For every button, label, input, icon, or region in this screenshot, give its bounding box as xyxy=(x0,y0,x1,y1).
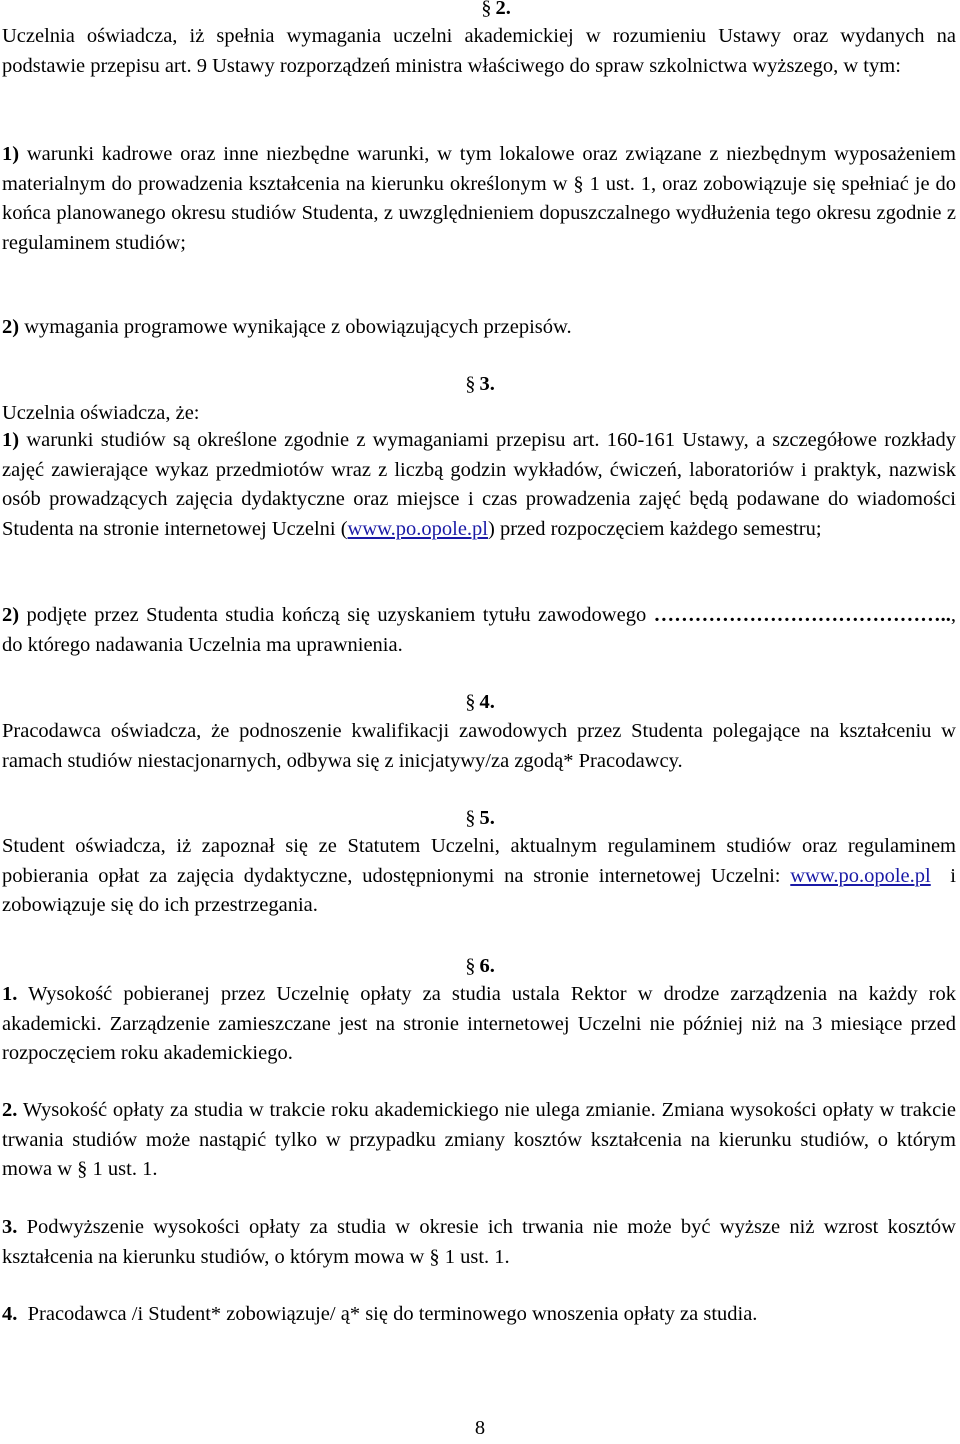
section-3-intro: Uczelnia oświadcza, że: xyxy=(2,402,200,424)
section-5-text: Student oświadcza, iż zapoznał się ze Statutem Uczelni, aktualnym regulaminem studiów oraz regulaminem pobierania opłat za zajęcia dydaktyczne, udostępnionymi na stronie internetowej Uczelni: www.po.opole.pl i zobowiązuje się do ich przestrzegania. xyxy=(2,835,956,917)
section-sign: § xyxy=(465,373,476,395)
section-heading-3: § 3. xyxy=(465,373,495,395)
section-6-paragraph-2: 2. Wysokość opłaty za studia w trakcie roku akademickiego nie ulega zmianie. Zmiana wysokości opłaty w trakcie trwania studiów może nastąpić tylko w przypadku zmiany kosztów kształcenia na kierunku studiów, o którym mowa w § 1 ust. 1. xyxy=(2,1099,956,1181)
section-6-paragraph-4: 4. Pracodawca /i Student* zobowiązuje/ ą* się do terminowego wnoszenia opłaty za studia. xyxy=(2,1303,758,1325)
page-number: 8 xyxy=(474,1417,486,1439)
university-website-link[interactable]: www.po.opole.pl xyxy=(347,517,488,540)
section-6-paragraph-1: 1. Wysokość pobieranej przez Uczelnię opłaty za studia ustala Rektor w drodze zarządzenia na każdy rok akademicki. Zarządzenie zamieszczane jest na stronie internetowej Uczelni nie później niż na 3 miesiące przed rozpoczęciem roku akademickiego. xyxy=(2,983,956,1065)
section-3-item-2: 2) podjęte przez Studenta studia kończą się uzyskaniem tytułu zawodowego …………………………………….., do którego nadawania Uczelnia ma uprawnienia. xyxy=(2,604,957,656)
section-heading-4: § 4. xyxy=(465,691,495,713)
section-heading-6: § 6. xyxy=(465,955,495,977)
section-2-item-2: 2) wymagania programowe wynikające z obowiązujących przepisów. xyxy=(2,316,572,338)
section-4-text: Pracodawca oświadcza, że podnoszenie kwalifikacji zawodowych przez Studenta polegające na kształceniu w ramach studiów niestacjonarnych, odbywa się z inicjatywy/za zgodą* Pracodawcy. xyxy=(2,720,956,772)
university-website-link[interactable]: www.po.opole.pl xyxy=(790,864,931,887)
section-2-item-1: 1) warunki kadrowe oraz inne niezbędne warunki, w tym lokalowe oraz związane z niezbędnym wyposażeniem materialnym do prowadzenia kształcenia na kierunku określonym w § 1 ust. 1, oraz zobowiązuje się spełniać je do końca planowanego okresu studiów Studenta, z uwzględnieniem dopuszczalnego wydłużenia tego okresu zgodnie z regulaminem studiów; xyxy=(2,143,957,254)
section-heading-5: § 5. xyxy=(465,807,495,829)
section-sign: § xyxy=(573,172,584,195)
section-2-intro: Uczelnia oświadcza, iż spełnia wymagania uczelni akademickiej w rozumieniu Ustawy oraz wydanych na podstawie przepisu art. 9 Ustawy rozporządzeń ministra właściwego do spraw szkolnictwa wyższego, w tym: xyxy=(2,25,956,77)
section-sign: § xyxy=(465,807,476,829)
section-sign: § xyxy=(465,691,476,713)
section-sign: § xyxy=(77,1158,88,1181)
section-sign: § xyxy=(429,1245,440,1268)
title-blank-dots: …………………………………….. xyxy=(653,604,951,626)
section-sign: § xyxy=(481,0,492,19)
section-3-item-1: 1) warunki studiów są określone zgodnie z wymaganiami przepisu art. 160-161 Ustawy, a szczegółowe rozkłady zajęć zawierające wykaz przedmiotów wraz z liczbą godzin wykładów, ćwiczeń, laboratoriów i praktyk, nazwisk osób prowadzących zajęcia dydaktyczne oraz miejsce i czas prowadzenia zajęć będą podawane do wiadomości Studenta na stronie internetowej Uczelni (www.po.opole.pl) przed rozpoczęciem każdego semestru; xyxy=(2,429,956,540)
section-6-paragraph-3: 3. Podwyższenie wysokości opłaty za studia w okresie ich trwania nie może być wyższe niż wzrost kosztów kształcenia na kierunku studiów, o którym mowa w § 1 ust. 1. xyxy=(2,1216,956,1268)
section-sign: § xyxy=(465,955,476,977)
section-heading-2: § 2. xyxy=(16,0,960,24)
